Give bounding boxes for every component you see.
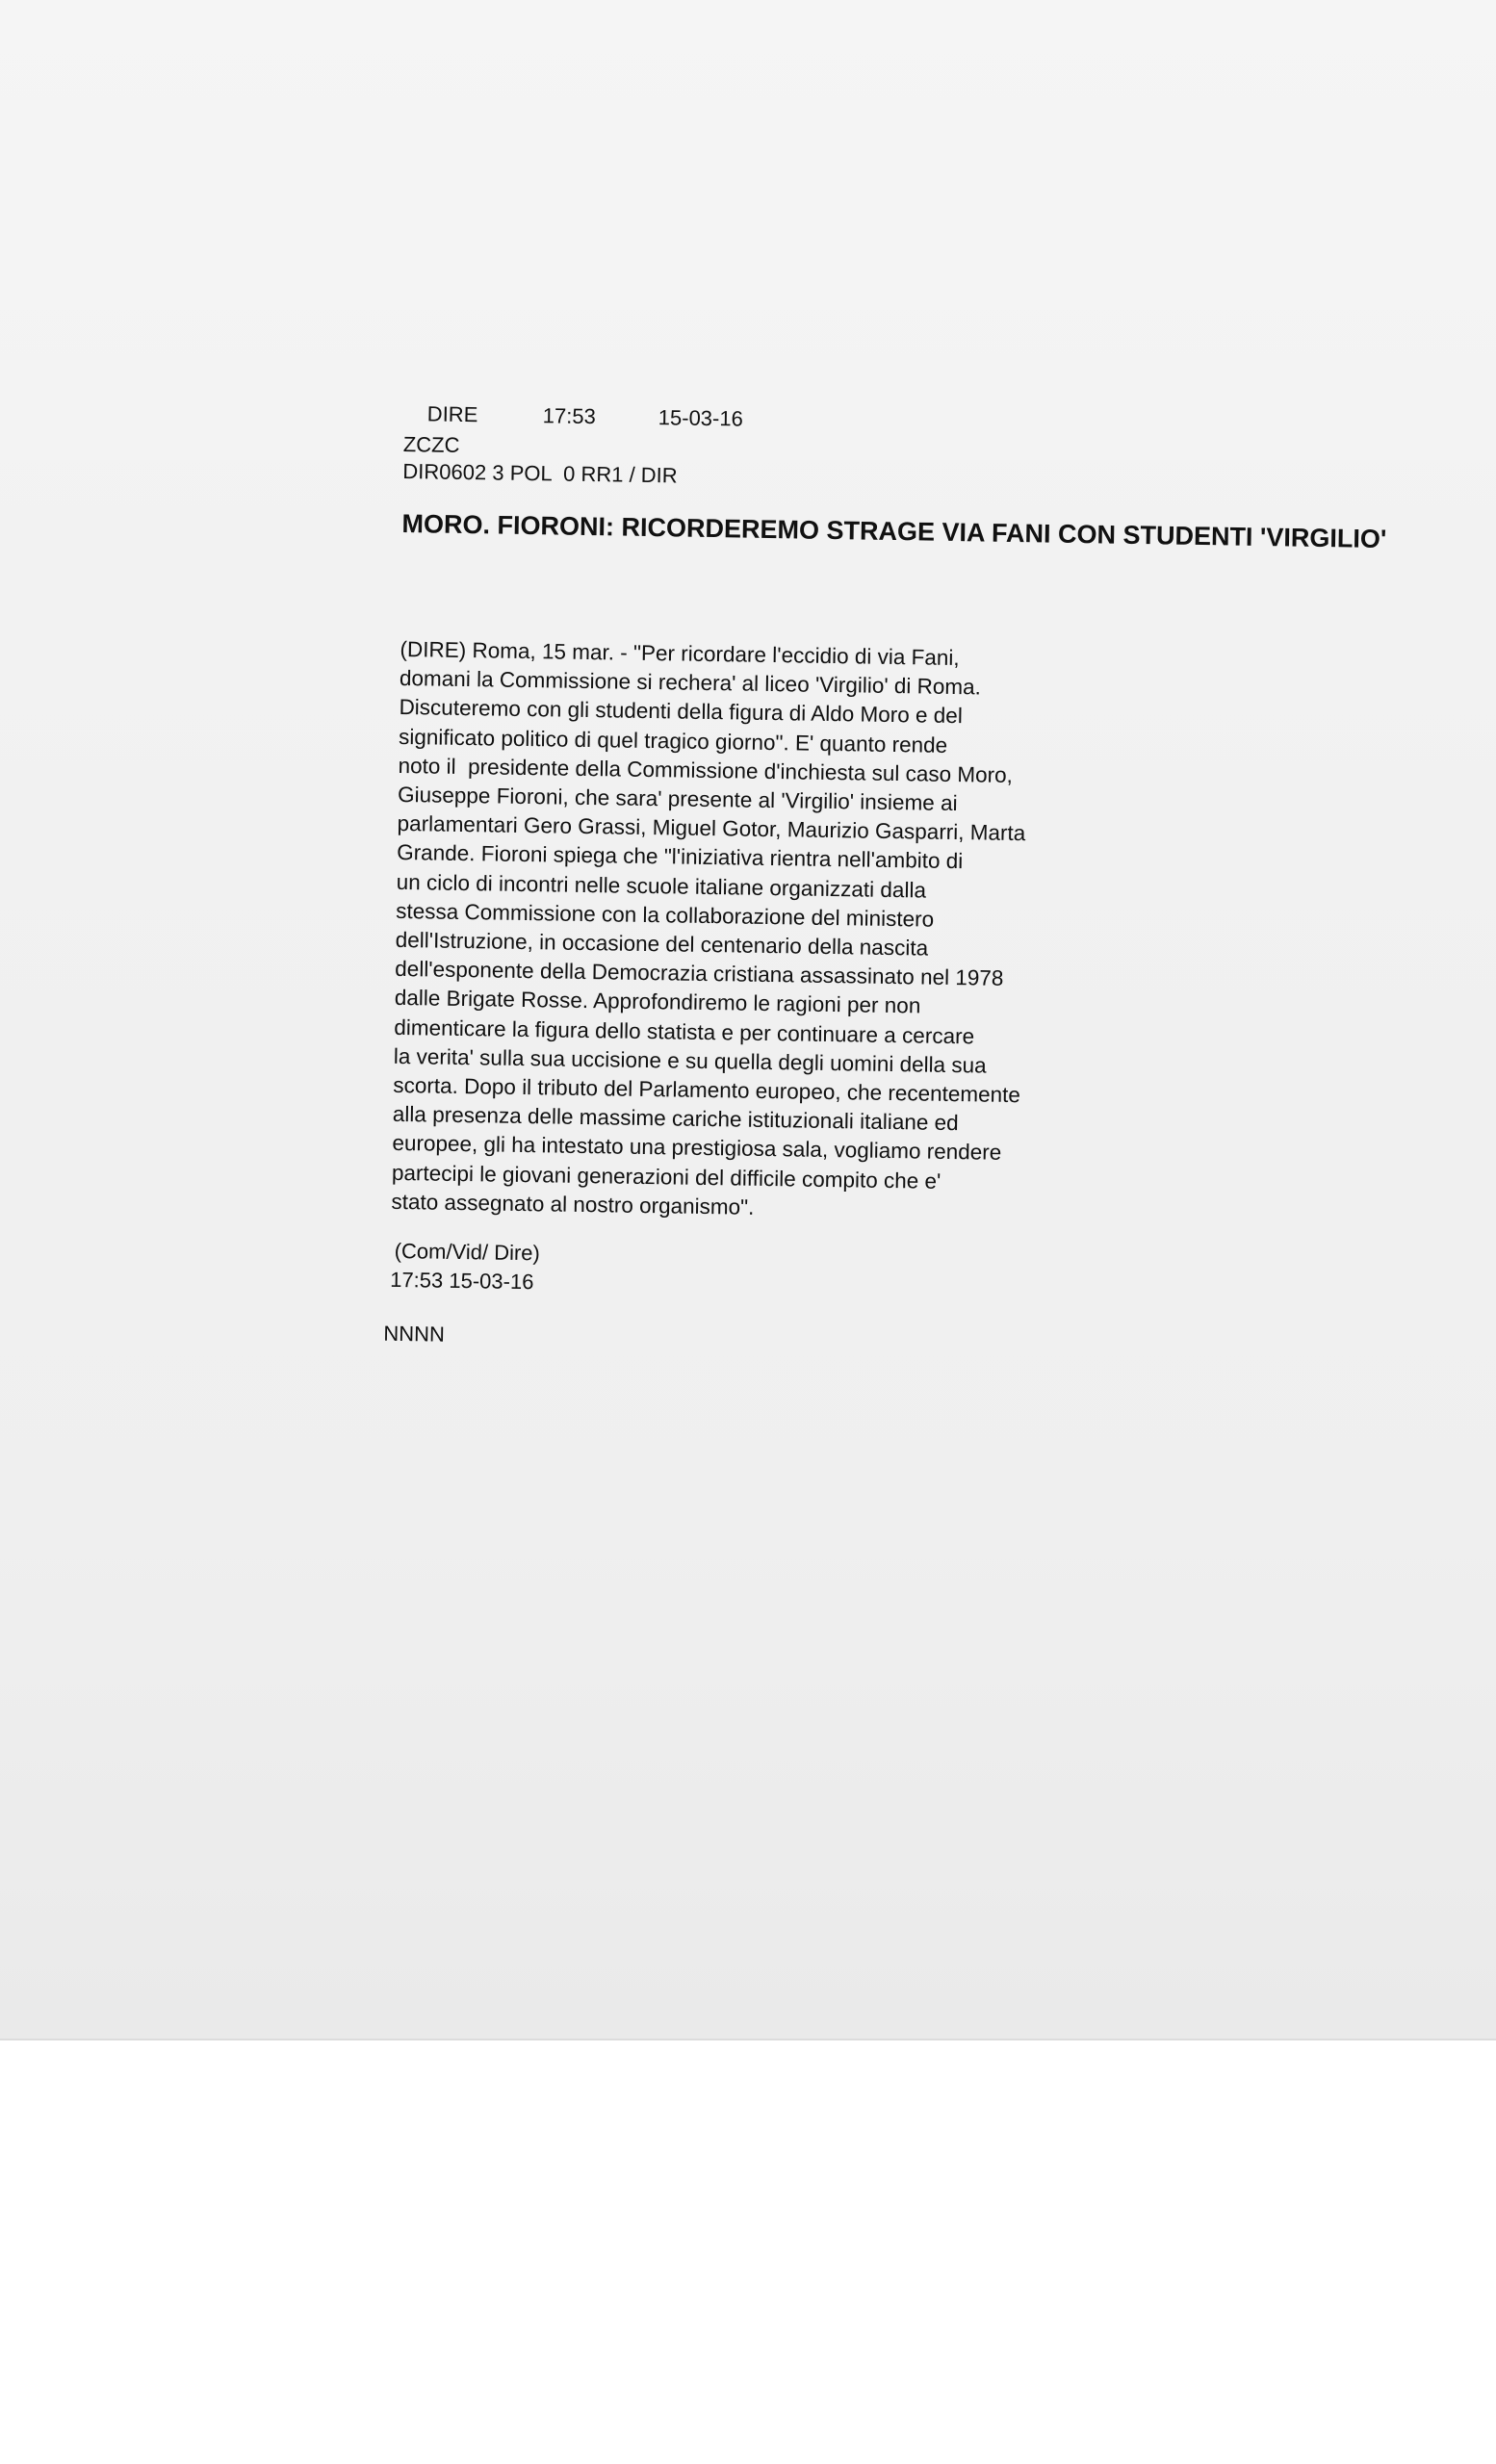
- body-line: parlamentari Gero Grassi, Miguel Gotor, Maurizio Gasparri, Marta: [397, 811, 1026, 846]
- body-line: Discuteremo con gli studenti della figura di Aldo Moro e del: [399, 695, 964, 729]
- article-body: [391, 635, 1362, 1232]
- wire-code: ZCZC: [402, 431, 460, 457]
- body-line: partecipi le giovani generazioni del difficile compito che e': [391, 1160, 941, 1194]
- body-line: scorta. Dopo il tributo del Parlamento europeo, che recentemente: [393, 1072, 1021, 1108]
- article-headline: MORO. FIORONI: RICORDEREMO STRAGE VIA FANI CON STUDENTI 'VIRGILIO': [401, 508, 1387, 554]
- body-line: domani la Commissione si rechera' al liceo 'Virgilio' di Roma.: [399, 666, 982, 700]
- wire-reference: DIR0602 3 POL 0 RR1 / DIR: [402, 458, 678, 488]
- body-line: stato assegnato al nostro organismo".: [391, 1189, 755, 1219]
- body-line: dell'esponente della Democrazia cristiana assassinato nel 1978: [395, 957, 1004, 991]
- body-line: dell'Istruzione, in occasione del centenario della nascita: [395, 927, 929, 961]
- body-line: europee, gli ha intestato una prestigiosa sala, vogliamo rendere: [392, 1131, 1002, 1166]
- article-credit: (Com/Vid/ Dire): [394, 1238, 541, 1266]
- body-line: stessa Commissione con la collaborazione del ministero: [396, 898, 935, 932]
- wire-date: 15-03-16: [658, 405, 744, 431]
- wire-time: 17:53: [542, 403, 597, 429]
- agency-source: DIRE: [426, 401, 478, 427]
- body-line: noto il presidente della Commissione d'inchiesta sul caso Moro,: [398, 753, 1014, 787]
- body-line: dalle Brigate Rosse. Approfondiremo le ragioni per non: [394, 986, 921, 1018]
- body-line: la verita' sulla sua uccisione e su quella degli uomini della sua: [393, 1043, 987, 1078]
- body-line: (DIRE) Roma, 15 mar. - "Per ricordare l'eccidio di via Fani,: [400, 636, 960, 671]
- body-line: alla presenza delle massime cariche istituzionali italiane ed: [392, 1102, 959, 1136]
- body-line: Grande. Fioroni spiega che "l'iniziativa rientra nell'ambito di: [396, 840, 964, 874]
- article-timestamp: 17:53 15-03-16: [390, 1267, 534, 1295]
- body-line: un ciclo di incontri nelle scuole italiane organizzati dalla: [396, 869, 927, 903]
- scan-edge-divider: [0, 2039, 1496, 2040]
- body-line: Giuseppe Fioroni, che sara' presente al 'Virgilio' insieme ai: [397, 782, 958, 816]
- end-of-message-marker: NNNN: [383, 1321, 446, 1347]
- body-line: significato politico di quel tragico giorno". E' quanto rende: [398, 724, 948, 757]
- body-line: dimenticare la figura dello statista e per continuare a cercare: [394, 1014, 975, 1049]
